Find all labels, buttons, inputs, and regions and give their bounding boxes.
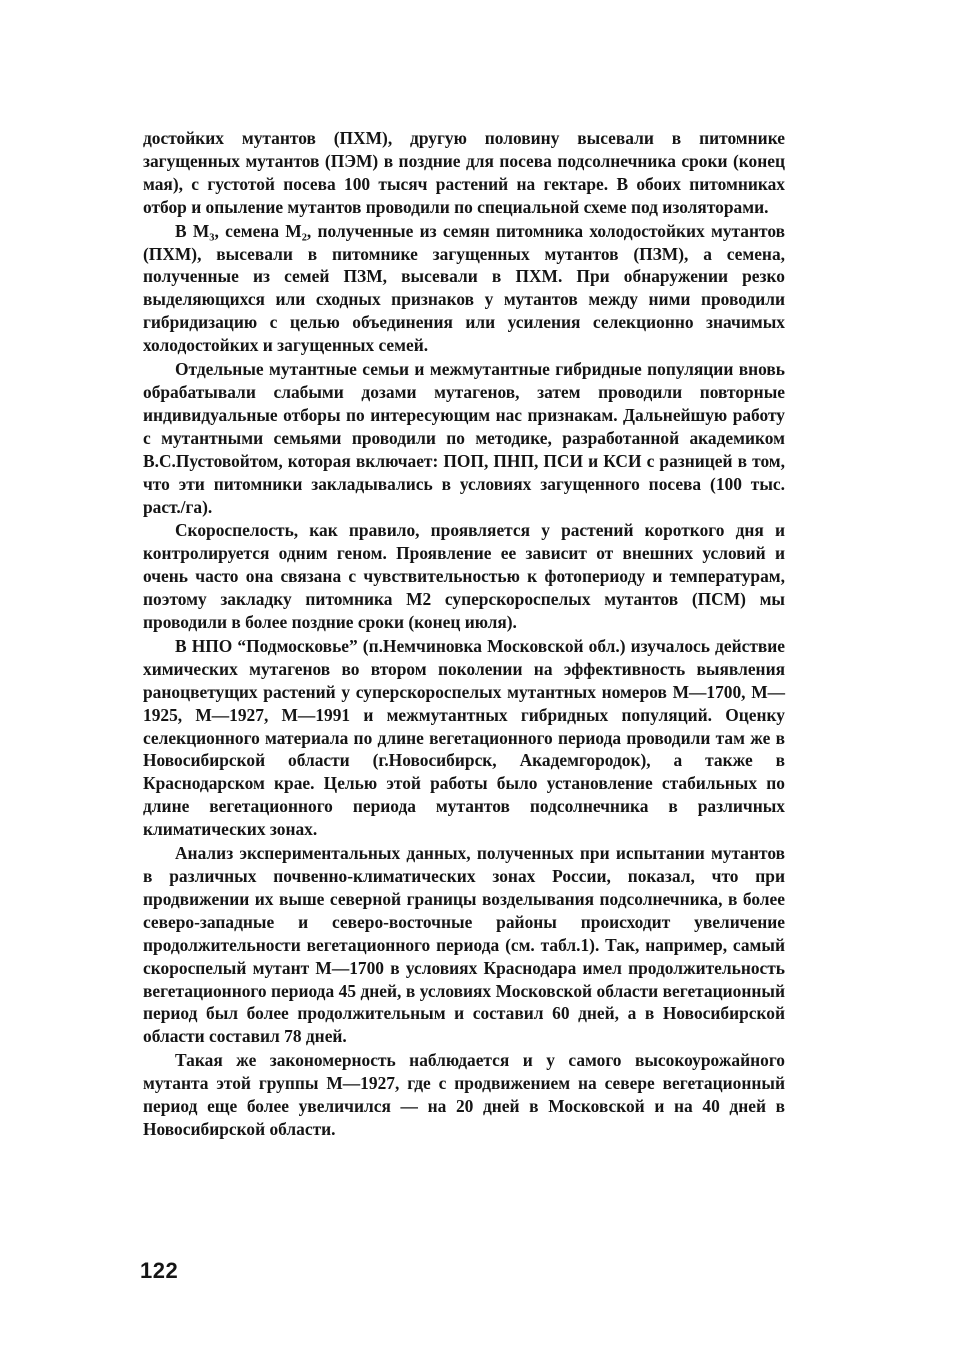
paragraph-1: достойких мутантов (ПХМ), другую половину высевали в питомнике загущенных мутантов (ПЭМ) в поздние для посева подсолнечника сроки (конец мая), с густотой посева 100 тысяч растений на гектаре. В обоих питомниках отбор и опыление мутантов проводили по специальной схеме под изоляторами. <box>143 128 785 217</box>
paragraph-3: Отдельные мутантные семьи и межмутантные гибридные популяции вновь обрабатывали слабыми дозами мутагенов, затем проводили повторные индивидуальные отборы по интересующим нас признакам. Дальнейшую работу с мутантными семьями проводили по методике, разработанной академиком В.С.Пустовойтом, которая включает: ПОП, ПНП, ПСИ и КСИ с разницей в том, что эти питомники закладывались в условиях загущенного посева (100 тыс. раст./га). <box>143 359 785 517</box>
paragraph-6: Анализ экспериментальных данных, полученных при испытании мутантов в различных почвенно-климатических зонах России, показал, что при продвижении их выше северной границы возделывания подсолнечника, в более северо-западные и северо-восточные районы происходит увеличение продолжительности вегетационного периода (см. табл.1). Так, например, самый скороспелый мутант М—1700 в условиях Краснодара имел продолжительность вегетационного периода 45 дней, в условиях Московской области вегетационный период был более продолжительным и составил 60 дней, а в Новосибирской области составил 78 дней. <box>143 843 785 1047</box>
paragraph-5: В НПО “Подмосковье” (п.Немчиновка Московской обл.) изучалось действие химических мутагенов во втором поколении на эффективность выявления раноцветущих растений у суперскороспелых мутантных номеров М—1700, М—1925, М—1927, М—1991 и межмутантных гибридных популяций. Оценку селекционного материала по длине вегетационного периода проводили там же в Новосибирской области (г.Новосибирск, Академгородок), а также в Краснодарском крае. Целью этой работы было установление стабильных по длине вегетационного периода мутантов подсолнечника в различных климатических зонах. <box>143 635 785 840</box>
page-number: 122 <box>140 1258 179 1283</box>
paragraph-2: В M₃, семена M₂, полученные из семян питомника холодостойких мутантов (ПХМ), высевали в питомнике загущенных мутантов (ПЗМ), а семена, полученные из семей ПЗМ, высевали в ПХМ. При обнаружении резко выделяющихся или сходных признаков у мутантов между ними проводили гибридизацию с целью объединения или усиления селекционно значимых холодостойких и загущенных семей. <box>143 220 785 356</box>
paragraph-4: Скороспелость, как правило, проявляется у растений короткого дня и контролируется одним геном. Проявление ее зависит от внешних условий и очень часто она связана с чувствительностью к фотопериоду и температурам, поэтому закладку питомника М2 суперскороспелых мутантов (ПСМ) мы проводили в более поздние сроки (конец июля). <box>143 520 785 633</box>
page-body <box>143 127 785 1141</box>
paragraph-7: Такая же закономерность наблюдается и у самого высокоурожайного мутанта этой группы М—1927, где с продвижением на севере вегетационный период еще более увеличился — на 20 дней в Московской и на 40 дней в Новосибирской области. <box>143 1050 785 1139</box>
